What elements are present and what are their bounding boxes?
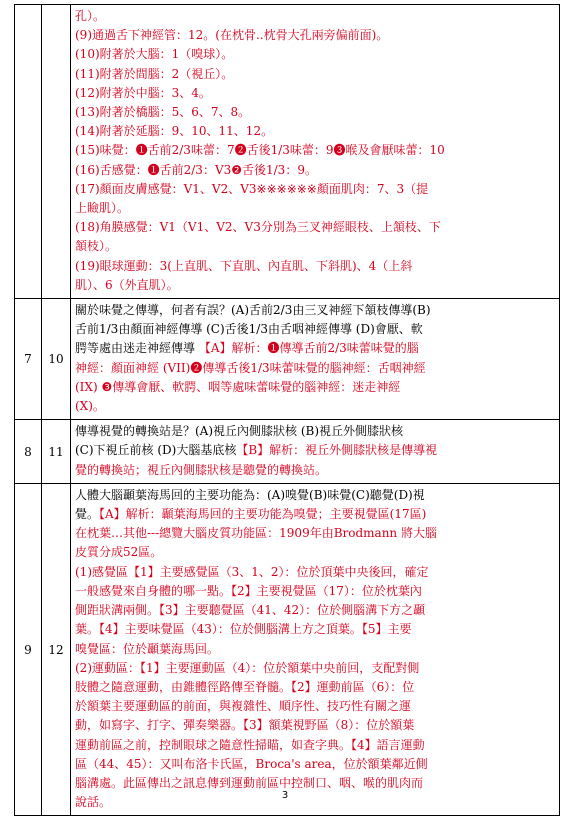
text-line [75, 301, 556, 320]
answer-explanation-text: (14)附著於延腦：9、10、11、12。 [75, 124, 274, 139]
text-line [75, 397, 556, 416]
answer-explanation-text: 葉。【4】主要味覺區（43）：位於側腦溝上方之頂葉。【5】主要 [75, 622, 412, 637]
text-line [75, 180, 556, 199]
question-number: 12 [42, 483, 71, 815]
question-number: 11 [42, 420, 71, 484]
text-line [75, 141, 556, 160]
text-line [75, 620, 556, 639]
answer-explanation-text: (15)味覺：❶舌前2/3味蕾：7❷舌後1/3味蕾：9❸喉及會厭味蕾：10 [75, 143, 445, 158]
table-row [15, 483, 560, 815]
item-number: 8 [15, 420, 42, 484]
text-line [75, 122, 556, 141]
text-line [75, 563, 556, 582]
answer-explanation-text: (X)。 [75, 399, 105, 414]
answer-explanation-text: 嗅覺區：位於顳葉海馬回。 [75, 641, 220, 656]
table-row [15, 299, 560, 420]
text-line [75, 601, 556, 620]
answer-explanation-text: (9)通過舌下神經管：12。(在枕骨..枕骨大孔兩旁偏前面)。 [75, 28, 389, 43]
text-line [75, 524, 556, 543]
answer-explanation-text: (1)感覺區【1】主要感覺區（3、1、2）：位於頂葉中央後回，確定 [75, 564, 429, 579]
answer-explanation-text: 區（44、45）：又叫布洛卡氏區，Broca's area，位於額葉鄰近側 [75, 756, 428, 771]
answer-explanation-text: (10)附著於大腦：1（嗅球）。 [75, 47, 234, 62]
answer-explanation-text: (IX) ❸傳導會厭、軟腭、咽等處味蕾味覺的腦神經：迷走神經 [75, 379, 401, 394]
text-line [75, 659, 556, 678]
text-line [75, 736, 556, 755]
answer-explanation-text: 腦溝處。此區傳出之訊息傳到運動前區中控制口、咽、喉的肌肉而 [75, 775, 424, 790]
question-content [71, 483, 560, 815]
table-row [15, 5, 560, 299]
answer-explanation-text: 上瞼肌）。 [75, 201, 130, 216]
text-line [75, 103, 556, 122]
answer-explanation-text: 頷枝）。 [75, 239, 118, 254]
answer-explanation-text: 覺的轉換站；視丘內側膝狀核是聽覺的轉換站。 [75, 462, 328, 477]
question-table [14, 4, 560, 816]
question-number [42, 5, 71, 299]
answer-explanation-text: 【A】解析：顳葉海馬回的主要功能為嗅覺；主要視覺區(17區) [99, 507, 427, 522]
answer-explanation-text: 【B】解析：視丘外側膝狀核是傳導視 [236, 443, 438, 458]
text-line [75, 199, 556, 218]
answer-explanation-text: 一般感覺來自身體的哪一點。【2】主要視覺區（17）：位於枕葉內 [75, 583, 422, 598]
text-line [75, 7, 556, 26]
item-number: 9 [15, 483, 42, 815]
answer-explanation-text: (17)顏面皮膚感覺：V1、V2、V3※※※※※※顏面肌肉：7、3（提 [75, 181, 429, 196]
answer-explanation-text: 肌）、6（外直肌）。 [75, 277, 179, 292]
text-line [75, 84, 556, 103]
text-line [75, 359, 556, 378]
text-line [75, 640, 556, 659]
text-line [75, 378, 556, 397]
text-line [75, 320, 556, 339]
question-content [71, 420, 560, 484]
answer-explanation-text: (13)附著於橋腦：5、6、7、8。 [75, 105, 251, 120]
text-line [75, 276, 556, 295]
answer-explanation-text: (16)舌感覺：❶舌前2/3：V3❷舌後1/3：9。 [75, 162, 317, 177]
answer-explanation-text: 在枕葉…其他---總覽大腦皮質功能區：1909年由Brodmann 將大腦 [75, 526, 437, 541]
answer-explanation-text: (11)附著於間腦：2（視丘）。 [75, 66, 234, 81]
answer-explanation-text: 說話。 [75, 795, 112, 810]
question-number: 10 [42, 299, 71, 420]
answer-explanation-text: 神經：顏面神經 (VII)❷傳導舌後1/3味蕾味覺的腦神經：舌咽神經 [75, 360, 426, 375]
answer-explanation-text: (19)眼球運動：3(上直肌、下直肌、內直肌、下斜肌)、4（上斜 [75, 258, 413, 273]
text-line [75, 486, 556, 505]
item-number: 7 [15, 299, 42, 420]
text-line [75, 582, 556, 601]
answer-explanation-text: 於額葉主要運動區的前面，與複雜性、順序性、技巧性有關之運 [75, 699, 412, 714]
answer-explanation-text: 運動前區之前，控制眼球之隨意性掃瞄，如查字典。【4】語言運動 [75, 737, 425, 752]
text-line [75, 505, 556, 524]
text-line [75, 461, 556, 480]
answer-explanation-text: 皮質分成52區。 [75, 545, 163, 560]
text-line [75, 218, 556, 237]
text-line [75, 45, 556, 64]
question-text: 腭等處由迷走神經傳導 [75, 341, 199, 356]
question-content [71, 299, 560, 420]
text-line [75, 678, 556, 697]
item-number [15, 5, 42, 299]
text-line [75, 257, 556, 276]
text-line [75, 716, 556, 735]
text-line [75, 697, 556, 716]
question-text: 傳導視覺的轉換站是？(A)視丘內側膝狀核 (B)視丘外側膝狀核 [75, 424, 404, 439]
page-number: 3 [281, 790, 289, 801]
text-line [75, 26, 556, 45]
answer-explanation-text: 孔）。 [75, 9, 106, 23]
text-line [75, 422, 556, 441]
question-content [71, 5, 560, 299]
question-text: 覺。 [75, 507, 100, 522]
text-line [75, 441, 556, 460]
answer-explanation-text: (12)附著於中腦：3、4。 [75, 85, 211, 100]
answer-explanation-text: 側距狀溝兩側。【3】主要聽覺區（41、42）：位於側腦溝下方之顳 [75, 603, 426, 618]
answer-explanation-text: 【A】解析：❶傳導舌前2/3味蕾味覺的腦 [198, 341, 419, 356]
text-line [75, 755, 556, 774]
question-text: 人體大腦顳葉海馬回的主要功能為：(A)嗅覺(B)味覺(C)聽覺(D)視 [75, 487, 425, 502]
answer-explanation-text: (2)運動區：【1】主要運動區（4）：位於額葉中央前回，支配對側 [75, 660, 420, 675]
answer-explanation-text: (18)角膜感覺：V1（V1、V2、V3分別為三叉神經眼枝、上頷枝、下 [75, 220, 441, 235]
answer-explanation-text: 動，如寫字、打字、彈奏樂器。【3】額葉視野區（8）：位於額葉 [75, 718, 415, 733]
question-text: (C)下視丘前核 (D)大腦基底核 [75, 443, 237, 458]
text-line [75, 237, 556, 256]
question-text: 舌前1/3由顏面神經傳導 (C)舌後1/3由舌咽神經傳導 (D)會厭、軟 [75, 322, 423, 337]
answer-explanation-text: 肢體之隨意運動，由錐體徑路傳至脊髓。【2】運動前區（6）：位 [75, 679, 415, 694]
text-line [75, 65, 556, 84]
text-line [75, 339, 556, 358]
table-row [15, 420, 560, 484]
text-line [75, 161, 556, 180]
text-line [75, 543, 556, 562]
question-text: 關於味覺之傳導，何者有誤？(A)舌前2/3由三叉神經下頷枝傳導(B) [75, 303, 431, 318]
